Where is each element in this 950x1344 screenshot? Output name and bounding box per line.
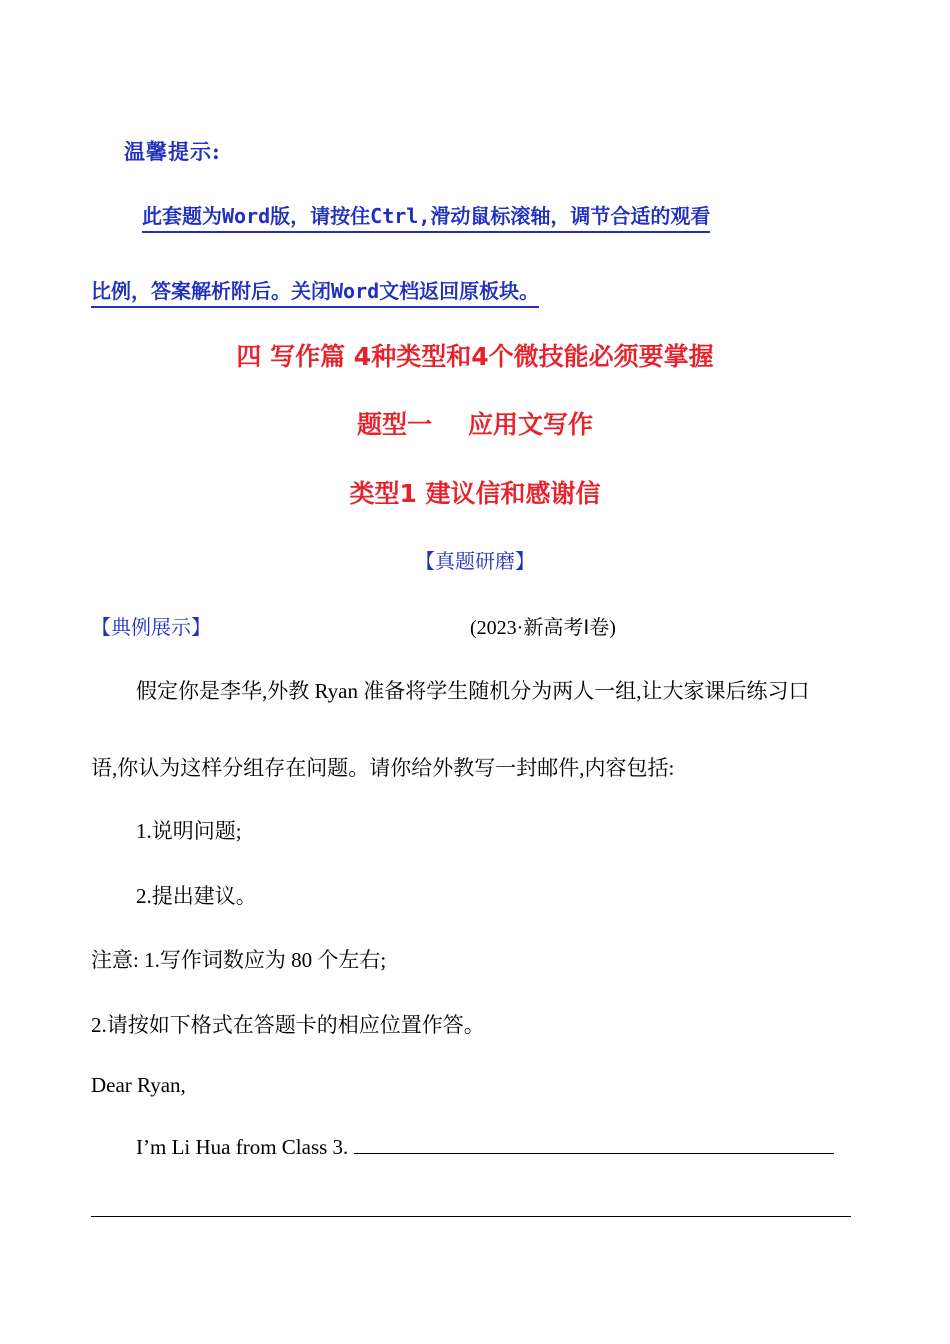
tip-line-1[interactable]: 此套题为Word版，请按住Ctrl,滑动鼠标滚轴，调节合适的观看 [142,200,710,233]
source-label: (2023·新高考Ⅰ卷) [470,617,616,639]
prompt-item-1: 1.说明问题; [136,819,242,843]
letter-salutation: Dear Ryan, [91,1073,186,1097]
question-type-name: 应用文写作 [468,410,594,439]
tip-line-2[interactable]: 比例，答案解析附后。关闭Word文档返回原板块。 [91,275,539,308]
prompt-item-2: 2.提出建议。 [136,884,257,908]
note-2: 2.请按如下格式在答题卡的相应位置作答。 [91,1013,485,1037]
letter-opening-line [136,1135,834,1160]
example-tag: 【典例展示】 [91,615,211,639]
answer-blank-inline[interactable] [354,1135,834,1154]
answer-blank-line[interactable] [91,1216,851,1217]
main-heading: 四 写作篇 4种类型和4个微技能必须要掌握 [236,342,714,371]
type-heading: 类型1 建议信和感谢信 [349,479,601,508]
question-type-label: 题型一 [356,410,432,439]
prompt-paragraph-line-1: 假定你是李华,外教 Ryan 准备将学生随机分为两人一组,让大家课后练习口 [136,679,810,703]
question-type-heading [0,405,950,441]
real-questions-tag: 【真题研磨】 [415,549,535,573]
letter-opening-text: I’m Li Hua from Class 3. [136,1135,349,1159]
note-1: 注意: 1.写作词数应为 80 个左右; [91,948,387,972]
tip-title: 温馨提示: [124,139,221,164]
prompt-paragraph-line-2: 语,你认为这样分组存在问题。请你给外教写一封邮件,内容包括: [91,756,675,780]
